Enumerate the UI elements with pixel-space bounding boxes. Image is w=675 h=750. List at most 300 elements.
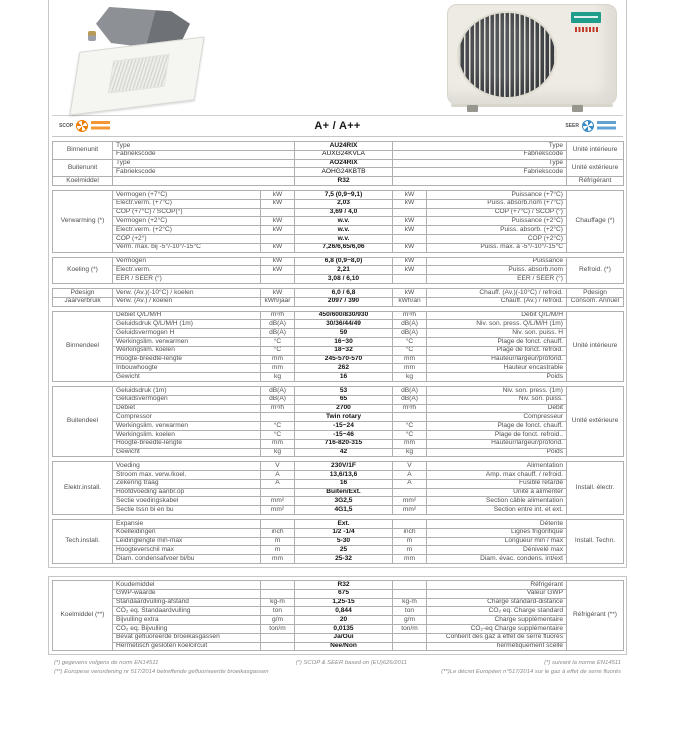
label-nl: Type: [113, 142, 295, 151]
label-fr: Hauteur/largeur/profond.: [427, 355, 567, 364]
spec-row: [53, 168, 624, 177]
label-nl: Koelleidingen: [113, 528, 261, 537]
spec-row: [53, 329, 624, 338]
category-right: Install. électr.: [567, 462, 624, 515]
label-nl: Expansie: [113, 520, 261, 529]
category-left: Tech.install.: [53, 520, 113, 564]
value: -15~24: [295, 422, 393, 431]
spec-row: [53, 199, 624, 208]
unit-left: °C: [261, 337, 295, 346]
label-fr: Type: [393, 159, 567, 168]
spec-row: [53, 413, 624, 422]
spec-section-technical: [52, 519, 624, 564]
category-right: Install. Techn.: [567, 520, 624, 564]
seer-text-lines-icon: [597, 121, 616, 131]
unit-left: kW: [261, 190, 295, 199]
scop-fan-icon: [76, 120, 88, 132]
value: 6,8 (0,9~8,0): [295, 257, 393, 266]
value: 3G2,5: [295, 497, 393, 506]
spec-tables: [52, 141, 623, 564]
unit-left: [261, 633, 295, 642]
value: Ja/Oui: [295, 633, 393, 642]
unit-right: mm²: [393, 506, 427, 515]
label-fr: Plage de fonct. chauff.: [427, 422, 567, 431]
value: 2,03: [295, 199, 393, 208]
unit-right: [393, 633, 427, 642]
label-nl: Koudemiddel: [113, 581, 261, 590]
spec-section-heating: [52, 190, 624, 253]
spec-sheet: [48, 0, 627, 677]
main-frame: [48, 0, 627, 568]
unit-right: mm: [393, 555, 427, 564]
spec-row: [53, 364, 624, 373]
footnote-1-center: (°) SCOP & SEER based on (EU)626/2011: [295, 660, 407, 667]
spec-row: [53, 616, 624, 625]
unit-left: mm: [261, 555, 295, 564]
spec-row: [53, 320, 624, 329]
spec-row: [53, 546, 624, 555]
spec-row: [53, 226, 624, 235]
label-fr: Unité à alimenter: [427, 488, 567, 497]
unit-left: kWh/jaar: [261, 297, 295, 306]
unit-right: [393, 488, 427, 497]
label-nl: Hoogteverschil max: [113, 546, 261, 555]
unit-left: ton/m: [261, 625, 295, 634]
outdoor-unit-foot-right: [572, 105, 583, 112]
spec-row: [53, 430, 624, 439]
label-fr: Débit: [427, 404, 567, 413]
value: 0,0135: [295, 625, 393, 634]
label-fr: Niv. son. press. (1m): [427, 386, 567, 395]
label-nl: Vermogen (+7°C): [113, 190, 261, 199]
value: w.v.: [295, 226, 393, 235]
label-nl: Diam. condensafvoer bi/bu: [113, 555, 261, 564]
spec-row: [53, 234, 624, 243]
unit-right: mm: [393, 364, 427, 373]
unit-right: mm: [393, 439, 427, 448]
value: R32: [295, 581, 393, 590]
unit-right: kW: [393, 226, 427, 235]
category-right: Chauffage (*): [567, 190, 624, 252]
unit-left: kW: [261, 243, 295, 252]
label-nl: [113, 177, 295, 186]
unit-right: [393, 413, 427, 422]
spec-row: [53, 555, 624, 564]
label-fr: Plage de fonct. refroid.: [427, 346, 567, 355]
label-fr: Chauff. (Av.)(-10°C) / refroid.: [427, 288, 567, 297]
label-nl: EER / SEER (°): [113, 275, 261, 284]
unit-right: °C: [393, 430, 427, 439]
unit-right: dB(A): [393, 329, 427, 338]
unit-left: m³/h: [261, 404, 295, 413]
label-fr: Niv. son. puiss.: [427, 395, 567, 404]
category-right: Refroid. (*): [567, 257, 624, 283]
label-fr: Débit Q/L/M/H: [427, 311, 567, 320]
unit-right: kW: [393, 190, 427, 199]
refrigerant-frame: [48, 576, 627, 655]
unit-left: dB(A): [261, 320, 295, 329]
unit-left: A: [261, 479, 295, 488]
value: 3,08 / 6,10: [295, 275, 393, 284]
value: 1/2 -1/4: [295, 528, 393, 537]
spec-row: [53, 337, 624, 346]
label-fr: [393, 177, 567, 186]
unit-right: m: [393, 546, 427, 555]
label-nl: Verw. (Av.) / koelen: [113, 297, 261, 306]
label-nl: Bijvulling extra: [113, 616, 261, 625]
value: 6,0 / 6,8: [295, 288, 393, 297]
unit-right: kg: [393, 448, 427, 457]
value: w.v.: [295, 217, 393, 226]
unit-left: inch: [261, 528, 295, 537]
label-fr: EER / SEER (°): [427, 275, 567, 284]
label-nl: Zekering traag: [113, 479, 261, 488]
spec-row: [53, 177, 624, 186]
label-fr: Réfrigérant: [427, 581, 567, 590]
label-fr: Fusible retardé: [427, 479, 567, 488]
value: 16~30: [295, 337, 393, 346]
label-fr: Diam. évac. condens. int/ext: [427, 555, 567, 564]
value: 65: [295, 395, 393, 404]
brand-sublabel: [575, 27, 599, 32]
indoor-unit-pipes: [88, 31, 96, 41]
label-nl: GWP-waarde: [113, 589, 261, 598]
scop-badge: [59, 120, 110, 132]
unit-left: mm: [261, 364, 295, 373]
label-nl: Compressor: [113, 413, 261, 422]
unit-left: [261, 581, 295, 590]
indoor-unit-panel: [69, 36, 204, 115]
category-right: Réfrigérant (**): [567, 581, 624, 651]
unit-right: [393, 275, 427, 284]
label-fr: Détente: [427, 520, 567, 529]
value: 0,844: [295, 607, 393, 616]
unit-left: mm²: [261, 506, 295, 515]
category-right: Pdesign: [567, 288, 624, 297]
value: 5-30: [295, 537, 393, 546]
label-fr: Poids: [427, 373, 567, 382]
value: 262: [295, 364, 393, 373]
label-fr: Hauteur/largeur/profond.: [427, 439, 567, 448]
unit-right: kW: [393, 288, 427, 297]
label-fr: Fabriekscode: [393, 168, 567, 177]
unit-left: kW: [261, 266, 295, 275]
spec-row: [53, 355, 624, 364]
label-nl: Geluidsvermogen H: [113, 329, 261, 338]
unit-left: kW: [261, 217, 295, 226]
unit-left: m: [261, 537, 295, 546]
spec-section-outdoor: [52, 386, 624, 457]
unit-left: A: [261, 471, 295, 480]
value: 716-820-315: [295, 439, 393, 448]
value: 230V/1F: [295, 462, 393, 471]
footnote-1-right: (*) suivant la norme EN14511: [544, 660, 621, 667]
spec-row: [53, 479, 624, 488]
category-right: Unité extérieure: [567, 386, 624, 456]
label-nl: Electr.verm. (+2°C): [113, 226, 261, 235]
unit-right: A: [393, 471, 427, 480]
unit-left: kg: [261, 448, 295, 457]
unit-right: dB(A): [393, 395, 427, 404]
value: w.v.: [295, 234, 393, 243]
unit-right: dB(A): [393, 386, 427, 395]
unit-right: m: [393, 537, 427, 546]
label-nl: Bevat gefluoreerde broeikasgassen: [113, 633, 261, 642]
value: 16: [295, 479, 393, 488]
label-fr: Puissance (+7°C): [427, 190, 567, 199]
unit-right: °C: [393, 346, 427, 355]
unit-right: kW: [393, 257, 427, 266]
label-fr: Charge standard-distance: [427, 598, 567, 607]
unit-left: °C: [261, 422, 295, 431]
label-fr: Niv. son. puiss. H: [427, 329, 567, 338]
unit-left: kW: [261, 288, 295, 297]
unit-right: dB(A): [393, 320, 427, 329]
category-left: Elektr.install.: [53, 462, 113, 515]
unit-right: kg-m: [393, 598, 427, 607]
unit-right: [393, 208, 427, 217]
category-left: Jaarverbruik: [53, 297, 113, 306]
spec-row: [53, 311, 624, 320]
label-nl: Geluidsdruk (1m): [113, 386, 261, 395]
label-fr: Niv. son. press. Q/L/M/H (1m): [427, 320, 567, 329]
value: 20: [295, 616, 393, 625]
label-nl: Sectie voedingskabel: [113, 497, 261, 506]
label-nl: Werkingslim. koelen: [113, 346, 261, 355]
unit-right: A: [393, 479, 427, 488]
category-right: Réfrigérant: [567, 177, 624, 186]
spec-row: [53, 520, 624, 529]
unit-right: [393, 642, 427, 651]
label-nl: CO₂ eq. Bijvulling: [113, 625, 261, 634]
label-nl: Hoogte-breedte-lengte: [113, 355, 261, 364]
spec-row: [53, 159, 624, 168]
indoor-unit-grille: [108, 54, 170, 94]
unit-left: °C: [261, 430, 295, 439]
unit-right: [393, 234, 427, 243]
label-nl: Werkingslim. verwarmen: [113, 422, 261, 431]
value: 675: [295, 589, 393, 598]
unit-left: kg-m: [261, 598, 295, 607]
category-left: Koeling (*): [53, 257, 113, 283]
label-nl: Electr.verm. (+7°C): [113, 199, 261, 208]
spec-section-refrigerant: [52, 580, 624, 651]
unit-right: ton/m: [393, 625, 427, 634]
scop-text-lines-icon: [91, 121, 110, 131]
label-nl: Geluidsdruk Q/L/M/H (1m): [113, 320, 261, 329]
spec-row: [53, 497, 624, 506]
label-fr: COP (+2°C): [427, 234, 567, 243]
unit-left: [261, 234, 295, 243]
spec-row: [53, 598, 624, 607]
value: AOHG24KBTB: [295, 168, 393, 177]
label-fr: Charge supplémentaire: [427, 616, 567, 625]
label-nl: Fabriekscode: [113, 168, 295, 177]
value: 16: [295, 373, 393, 382]
spec-section-indoor: [52, 311, 624, 382]
label-nl: Gewicht: [113, 373, 261, 382]
outdoor-unit-foot-left: [467, 105, 478, 112]
unit-left: V: [261, 462, 295, 471]
label-fr: Poids: [427, 448, 567, 457]
unit-right: inch: [393, 528, 427, 537]
label-nl: Werkingslim. verwarmen: [113, 337, 261, 346]
value: 42: [295, 448, 393, 457]
unit-left: kW: [261, 257, 295, 266]
unit-right: [393, 581, 427, 590]
spec-row: [53, 404, 624, 413]
unit-left: kg: [261, 373, 295, 382]
unit-left: dB(A): [261, 395, 295, 404]
label-nl: COP (+2°): [113, 234, 261, 243]
unit-left: [261, 589, 295, 598]
spec-row: [53, 462, 624, 471]
label-fr: hermétiquement scellé: [427, 642, 567, 651]
label-fr: Alimentation: [427, 462, 567, 471]
footnote-2-right: (**)Le décret Européen n°517/2014 sur le gaz à effet de serre fluorés: [441, 669, 621, 676]
spec-row: [53, 506, 624, 515]
value: 1,25-15: [295, 598, 393, 607]
spec-row: [53, 386, 624, 395]
footnote-row-2: [54, 668, 621, 677]
unit-left: mm²: [261, 497, 295, 506]
spec-row: [53, 150, 624, 159]
label-nl: Werkingslim. koelen: [113, 430, 261, 439]
unit-right: kW: [393, 266, 427, 275]
unit-right: ton: [393, 607, 427, 616]
spec-row: [53, 537, 624, 546]
unit-left: g/m: [261, 616, 295, 625]
category-left: Binnendeel: [53, 311, 113, 381]
value: 25-32: [295, 555, 393, 564]
label-nl: Vermogen (+2°C): [113, 217, 261, 226]
unit-left: m³/h: [261, 311, 295, 320]
label-nl: Inbouwhoogte: [113, 364, 261, 373]
unit-right: °C: [393, 422, 427, 431]
label-nl: Hoofdvoeding aanbr.op: [113, 488, 261, 497]
energy-class-rating: A+ / A++: [314, 120, 361, 132]
label-fr: Contient des gaz à effet de serre fluorés: [427, 633, 567, 642]
value: 2097 / 390: [295, 297, 393, 306]
category-left: Pdesign: [53, 288, 113, 297]
label-nl: Standaardvulling-afstand: [113, 598, 261, 607]
unit-left: [261, 520, 295, 529]
unit-left: [261, 488, 295, 497]
spec-row: [53, 625, 624, 634]
spec-row: [53, 275, 624, 284]
unit-right: mm²: [393, 497, 427, 506]
label-fr: Puissance: [427, 257, 567, 266]
unit-right: V: [393, 462, 427, 471]
value: 4G1,5: [295, 506, 393, 515]
category-left: Koelmiddel: [53, 177, 113, 186]
unit-left: m: [261, 546, 295, 555]
seer-label: SEER: [565, 123, 579, 129]
unit-right: m³/h: [393, 311, 427, 320]
spec-row: [53, 607, 624, 616]
label-fr: CO₂ eq. Charge standard: [427, 607, 567, 616]
unit-left: [261, 208, 295, 217]
unit-right: °C: [393, 337, 427, 346]
label-nl: Geluidsvermogen: [113, 395, 261, 404]
label-fr: COP (+7°C) / SCOP (°): [427, 208, 567, 217]
unit-right: kg: [393, 373, 427, 382]
spec-row: [53, 448, 624, 457]
value: 3,69 / 4,0: [295, 208, 393, 217]
unit-left: kW: [261, 199, 295, 208]
footnote-row-1: [54, 659, 621, 668]
category-left: Verwarming (*): [53, 190, 113, 252]
category-right: Consom. Annuel: [567, 297, 624, 306]
spec-row: [53, 439, 624, 448]
category-right: Unité extérieure: [567, 159, 624, 177]
footnotes: [48, 659, 627, 677]
label-fr: Lignes frigorifique: [427, 528, 567, 537]
value: Twin rotary: [295, 413, 393, 422]
unit-left: ton: [261, 607, 295, 616]
value: Buiten/Ext.: [295, 488, 393, 497]
unit-right: kW: [393, 199, 427, 208]
footnote-1-left: (*) gegevens volgens de norm EN14511: [54, 660, 159, 667]
spec-row: [53, 488, 624, 497]
label-fr: Fabriekscode: [393, 150, 567, 159]
label-nl: Verm. max. bij -5°/-10°/-15°C: [113, 243, 261, 252]
value: 53: [295, 386, 393, 395]
category-left: Koelmiddel (**): [53, 581, 113, 651]
spec-row: [53, 190, 624, 199]
spec-row: [53, 266, 624, 275]
label-fr: Compresseur: [427, 413, 567, 422]
value: 450/600/830/930: [295, 311, 393, 320]
outdoor-unit-image: [447, 4, 617, 112]
unit-left: kW: [261, 226, 295, 235]
value: AO24RIX: [295, 159, 393, 168]
label-fr: Type: [393, 142, 567, 151]
value: 25: [295, 546, 393, 555]
spec-row: [53, 633, 624, 642]
label-fr: Section câble alimentation: [427, 497, 567, 506]
unit-left: dB(A): [261, 329, 295, 338]
category-left: Buitendeel: [53, 386, 113, 456]
label-fr: Amp. max chauff. / refroid.: [427, 471, 567, 480]
unit-right: m³/h: [393, 404, 427, 413]
unit-left: [261, 642, 295, 651]
label-nl: Hermetisch gesloten koelcircuit: [113, 642, 261, 651]
footnote-2-left: (**) Europese verordening nr 517/2014 betreffende gefluoriseerde broeikasgassen: [54, 669, 269, 676]
spec-row: [53, 288, 624, 297]
spec-row: [53, 373, 624, 382]
label-nl: Debiet Q/L/M/H: [113, 311, 261, 320]
spec-row: [53, 208, 624, 217]
spec-section-cooling: [52, 257, 624, 284]
spec-row: [53, 395, 624, 404]
unit-right: [393, 520, 427, 529]
value: 7,26/6,65/6,06: [295, 243, 393, 252]
outdoor-unit-fan-grille: [457, 11, 557, 99]
label-nl: Stroom max. verw./koel.: [113, 471, 261, 480]
unit-left: mm: [261, 439, 295, 448]
value: AU24RIX: [295, 142, 393, 151]
label-nl: COP (+7°C) / SCOP(°): [113, 208, 261, 217]
category-left: Buitenunit: [53, 159, 113, 177]
label-nl: Vermogen: [113, 257, 261, 266]
category-left: Binnenunit: [53, 142, 113, 160]
label-fr: Plage de fonct. chauff.: [427, 337, 567, 346]
spec-row: [53, 528, 624, 537]
value: R32: [295, 177, 393, 186]
spec-row: [53, 142, 624, 151]
value: -15~46: [295, 430, 393, 439]
